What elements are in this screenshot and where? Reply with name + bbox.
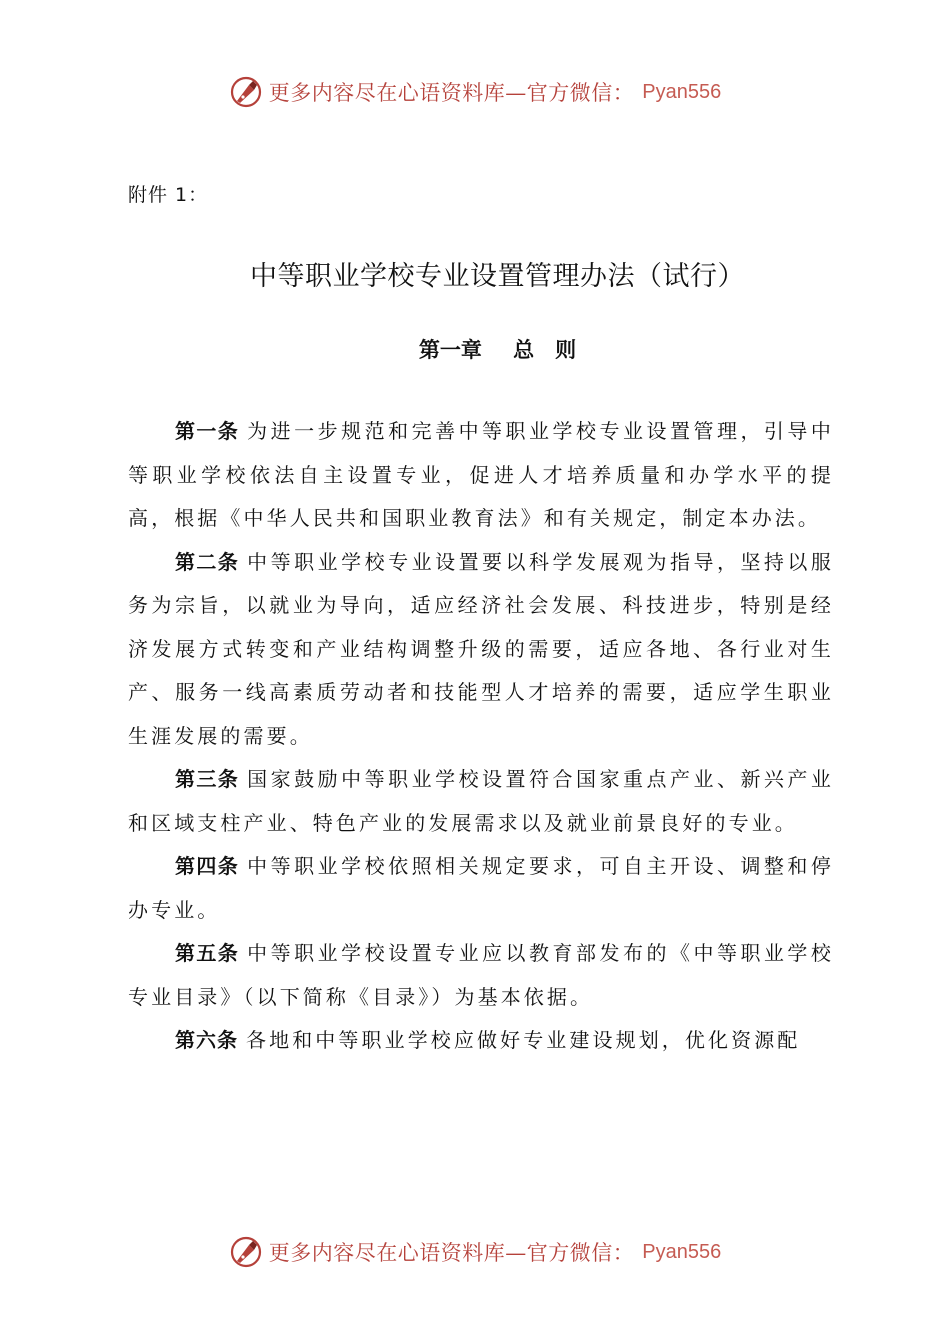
article-1 xyxy=(128,410,834,541)
article-label: 第一条 xyxy=(175,419,240,443)
article-5 xyxy=(128,932,834,1019)
article-label: 第五条 xyxy=(175,941,240,965)
article-text: 为进一步规范和完善中等职业学校专业设置管理，引导中等职业学校依法自主设置专业，促进人才培养质量和办学水平的提高，根据《中华人民共和国职业教育法》和有关规定，制定本办法。 xyxy=(128,419,835,530)
attachment-label: 附件 1： xyxy=(128,184,209,206)
article-3 xyxy=(128,758,834,845)
watermark-text: 更多内容尽在心语资料库—官方微信： xyxy=(268,81,635,105)
footer-watermark xyxy=(0,1232,950,1272)
pen-nib-circle-icon xyxy=(229,1235,263,1269)
article-text: 国家鼓励中等职业学校设置符合国家重点产业、新兴产业和区域支柱产业、特色产业的发展需求以及就业前景良好的专业。 xyxy=(128,767,835,835)
chapter-heading xyxy=(0,334,950,364)
watermark-handle: Pyan556 xyxy=(642,80,722,103)
article-text: 中等职业学校设置专业应以教育部发布的《中等职业学校专业目录》（以下简称《目录》）为基本依据。 xyxy=(128,941,835,1009)
document-title: 中等职业学校专业设置管理办法（试行） xyxy=(250,261,745,292)
article-text: 中等职业学校专业设置要以科学发展观为指导，坚持以服务为宗旨，以就业为导向，适应经济社会发展、科技进步，特别是经济发展方式转变和产业结构调整升级的需要，适应各地、各行业对生产、服务一线高素质劳动者和技能型人才培养的需要，适应学生职业生涯发展的需要。 xyxy=(128,549,835,748)
article-text: 各地和中等职业学校应做好专业建设规划，优化资源配 xyxy=(246,1028,801,1052)
article-2 xyxy=(128,541,834,759)
article-label: 第六条 xyxy=(175,1028,238,1052)
article-label: 第四条 xyxy=(175,854,240,878)
article-label: 第三条 xyxy=(175,767,240,791)
article-label: 第二条 xyxy=(175,549,240,574)
article-4 xyxy=(128,845,834,932)
watermark-handle: Pyan556 xyxy=(642,1240,722,1263)
article-6 xyxy=(128,1019,834,1063)
watermark-text: 更多内容尽在心语资料库—官方微信： xyxy=(268,1241,635,1265)
article-text: 中等职业学校依照相关规定要求，可自主开设、调整和停办专业。 xyxy=(128,854,835,922)
document-body xyxy=(128,410,834,1063)
chapter-number: 第一章 xyxy=(418,338,482,362)
header-watermark xyxy=(0,72,950,112)
chapter-name: 总 则 xyxy=(513,338,577,362)
pen-nib-circle-icon xyxy=(229,75,263,109)
